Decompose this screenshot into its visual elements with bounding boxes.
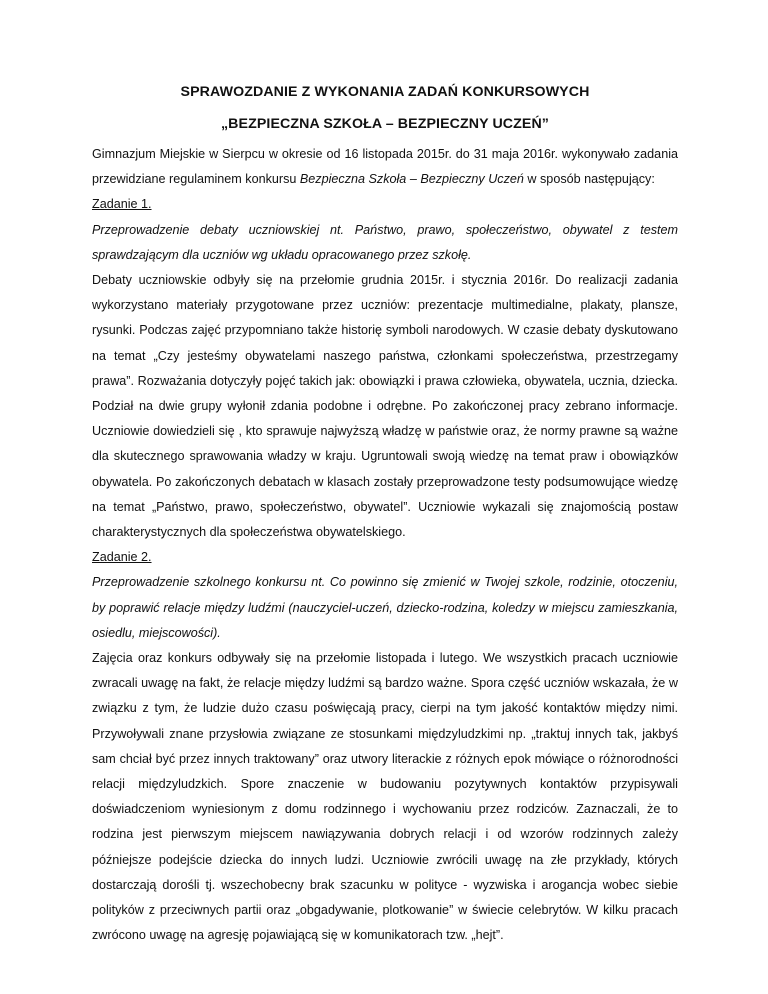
task2-heading: Zadanie 2. bbox=[92, 550, 152, 565]
task2-description: Przeprowadzenie szkolnego konkursu nt. Co powinno się zmienić w Twojej szkole, rodzinie, otoczeniu, by poprawić relacje między ludźmi (nauczyciel-uczeń, dziecko-rodzina, koledzy w miejscu zamieszkania, osiedlu, miejscowości). bbox=[92, 575, 678, 640]
intro-text-end: w sposób następujący: bbox=[523, 172, 655, 187]
intro-text-start: Gimnazjum Miejskie w Sierpcu w okresie od 16 listopada 2015r. do 31 maja 2016r. wykonywało zadania przewidziane regulaminem konkursu bbox=[92, 147, 678, 187]
report-title: SPRAWOZDANIE Z WYKONANIA ZADAŃ KONKURSOWYCH bbox=[180, 84, 590, 100]
task1-body: Debaty uczniowskie odbyły się na przełomie grudnia 2015r. i stycznia 2016r. Do realizacji zadania wykorzystano materiały przygotowane przez uczniów: prezentacje multimedialne, plakaty, plansze, rysunki. Podczas zajęć przypomniano także historię symboli narodowych. W czasie debaty dyskutowano na temat „Czy jesteśmy obywatelami naszego państwa, członkami społeczeństwa, przestrzegamy prawa”. Rozważania dotyczyły pojęć takich jak: obowiązki i prawa człowieka, obywatela, ucznia, dziecka. Podział na dwie grupy wyłonił zdania podobne i odrębne. Po zakończonej pracy zebrano informacje. Uczniowie dowiedzieli się , kto sprawuje najwyższą władzę w państwie oraz, że normy prawne są ważne dla skutecznego sprawowania władzy w kraju. Ugruntowali swoją wiedzę na temat praw i obowiązków obywatela. Po zakończonych debatach w klasach zostały przeprowadzone testy podsumowujące wiedzę na temat „Państwo, prawo, społeczeństwo, obywatel”. Uczniowie wykazali się znajomością postaw charakterystycznych dla społeczeństwa obywatelskiego. bbox=[92, 273, 678, 540]
competition-title: „BEZPIECZNA SZKOŁA – BEZPIECZNY UCZEŃ” bbox=[220, 116, 550, 132]
task1-description: Przeprowadzenie debaty uczniowskiej nt. Państwo, prawo, społeczeństwo, obywatel z testem sprawdzającym dla uczniów wg układu opracowanego przez szkołę. bbox=[92, 222, 678, 262]
task2-body: Zajęcia oraz konkurs odbywały się na przełomie listopada i lutego. We wszystkich pracach uczniowie zwracali uwagę na fakt, że relacje między ludźmi są bardzo ważne. Spora część uczniów wskazała, że w związku z tym, że ludzie dużo czasu poświęcają pracy, cierpi na tym jakość kontaktów między nimi. Przywoływali znane przysłowia związane ze stosunkami międzyludzkimi np. „traktuj innych tak, jakbyś sam chciał być przez innych traktowany” oraz utwory literackie z różnych epok mówiące o różnorodności relacji międzyludzkich. Spore znaczenie w budowaniu pozytywnych kontaktów przypisywali doświadczeniom wyniesionym z domu rodzinnego i wychowaniu przez rodziców. Zaznaczali, że to rodzina jest pierwszym miejscem nawiązywania dobrych relacji i od wzorów rodzinnych zależy późniejsze podejście dziecka do innych ludzi. Uczniowie zwrócili uwagę na złe przykłady, których dostarczają dorośli tj. wszechobecny brak szacunku w polityce - wyzwiska i arogancja wobec siebie polityków z przeciwnych partii oraz „obgadywanie, plotkowanie” w świecie celebrytów. W kilku pracach zwrócono uwagę na agresję pojawiającą się w komunikatorach tzw. „hejt”. bbox=[92, 651, 678, 943]
intro-competition-name: Bezpieczna Szkoła – Bezpieczny Uczeń bbox=[299, 172, 524, 187]
task1-heading: Zadanie 1. bbox=[92, 197, 152, 212]
intro-paragraph bbox=[92, 142, 678, 192]
